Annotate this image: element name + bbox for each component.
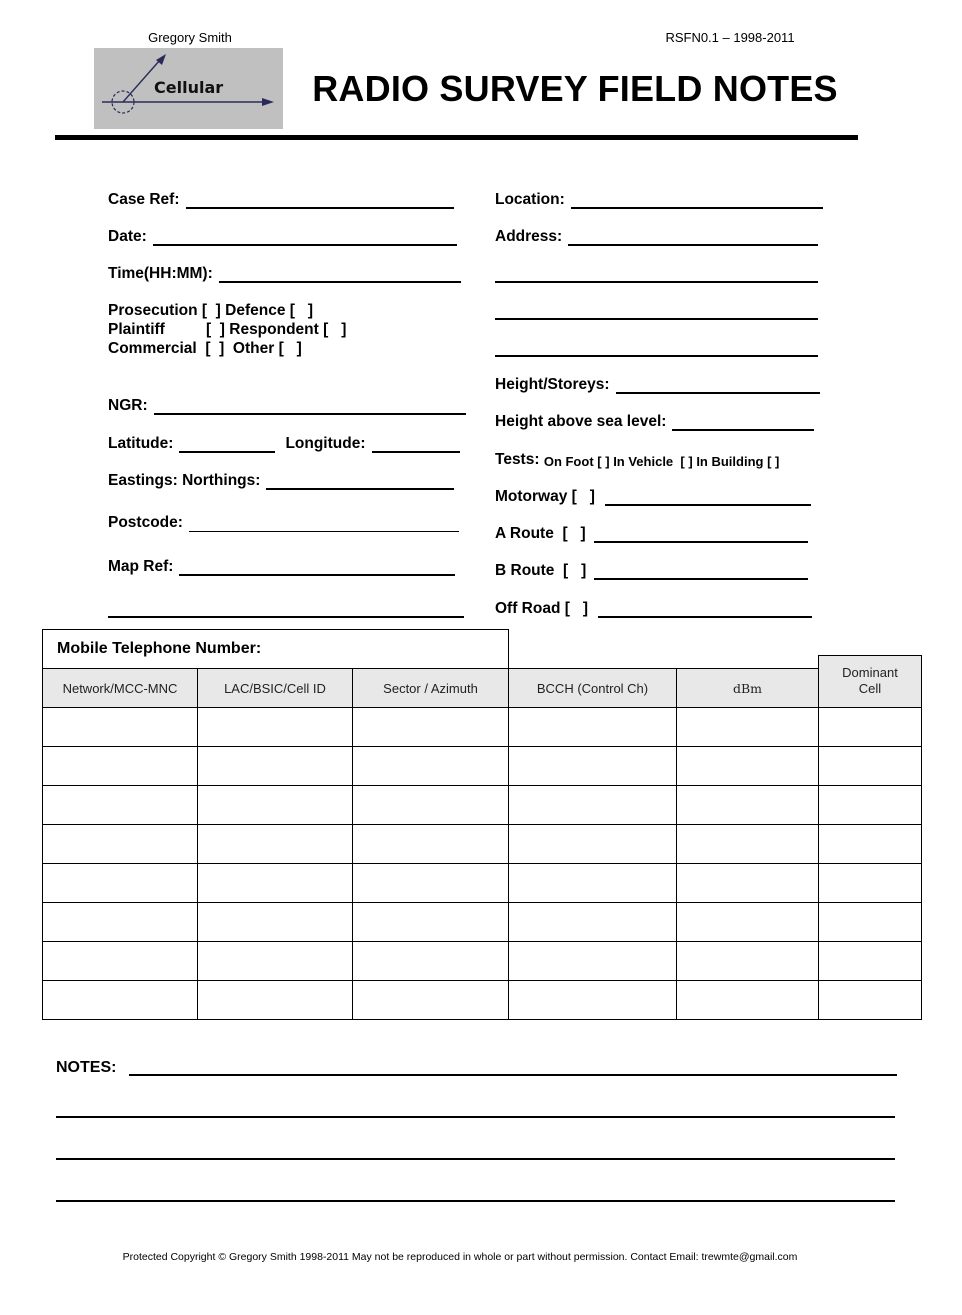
- logo-text: Cellular: [154, 78, 224, 97]
- table-row: [43, 981, 922, 1020]
- map-ref-extra-line[interactable]: [108, 604, 464, 618]
- cellular-logo: [94, 48, 283, 129]
- postcode-input-line[interactable]: [189, 518, 459, 532]
- document-reference: RSFN0.1 – 1998-2011: [665, 30, 795, 45]
- in-building-label: In Building: [696, 454, 764, 469]
- location-input-line[interactable]: [571, 195, 823, 209]
- eastings-northings-input-line[interactable]: [266, 476, 454, 490]
- date-label: Date:: [108, 228, 147, 245]
- height-sea-input-line[interactable]: [672, 417, 814, 431]
- address-input-line-3[interactable]: [495, 306, 818, 320]
- ngr-field[interactable]: [108, 395, 466, 415]
- other-label: Other: [232, 340, 275, 357]
- map-ref-field[interactable]: [108, 556, 455, 576]
- column-header-lac: LAC/BSIC/Cell ID: [198, 669, 353, 708]
- on-foot-checkbox[interactable]: [ ]: [597, 454, 610, 469]
- tests-field: [495, 449, 779, 469]
- column-header-network: Network/MCC-MNC: [43, 669, 198, 708]
- column-header-bcch: BCCH (Control Ch): [509, 669, 677, 708]
- notes-input-line-1[interactable]: [129, 1074, 897, 1076]
- defence-checkbox[interactable]: [ ]: [289, 302, 314, 319]
- copyright-footer: Protected Copyright © Gregory Smith 1998-2011 May not be reproduced in whole or part without permission. Contact Email: trewmte@gmail.com: [122, 1251, 798, 1263]
- page-title: RADIO SURVEY FIELD NOTES: [312, 68, 838, 109]
- height-sea-label: Height above sea level:: [495, 413, 667, 430]
- notes-input-line-3[interactable]: [56, 1158, 895, 1160]
- a-route-label: A Route: [495, 525, 554, 542]
- in-vehicle-label: In Vehicle: [613, 454, 674, 469]
- address-line-4[interactable]: [489, 337, 818, 357]
- table-row: [43, 864, 922, 903]
- other-checkbox[interactable]: [ ]: [278, 340, 302, 357]
- height-storeys-label: Height/Storeys:: [495, 376, 610, 393]
- location-field[interactable]: [495, 189, 823, 209]
- map-ref-extra-field[interactable]: [102, 598, 464, 618]
- latitude-input-line[interactable]: [179, 439, 275, 453]
- dominant-label-line1: Dominant: [842, 665, 898, 681]
- author-name: Gregory Smith: [148, 30, 232, 45]
- respondent-checkbox[interactable]: [ ]: [323, 321, 347, 338]
- address-line-2[interactable]: [489, 263, 818, 283]
- header-divider: [55, 135, 858, 140]
- address-line-3[interactable]: [489, 300, 818, 320]
- prosecution-label: Prosecution: [108, 302, 198, 319]
- table-row: [43, 825, 922, 864]
- table-row: [43, 708, 922, 747]
- off-road-input-line[interactable]: [598, 604, 812, 618]
- commercial-checkbox[interactable]: [ ]: [205, 340, 225, 357]
- map-ref-label: Map Ref:: [108, 558, 174, 575]
- plaintiff-label: Plaintiff: [108, 321, 165, 338]
- b-route-field[interactable]: [495, 560, 808, 580]
- case-ref-input-line[interactable]: [186, 195, 454, 209]
- mobile-number-field[interactable]: Mobile Telephone Number:: [43, 630, 509, 669]
- notes-label: NOTES:: [56, 1059, 117, 1076]
- b-route-checkbox[interactable]: [ ]: [563, 562, 587, 579]
- motorway-input-line[interactable]: [605, 492, 811, 506]
- case-ref-label: Case Ref:: [108, 191, 180, 208]
- ngr-label: NGR:: [108, 397, 148, 414]
- tests-label: Tests:: [495, 451, 540, 468]
- motorway-checkbox[interactable]: [ ]: [571, 488, 595, 505]
- address-input-line-1[interactable]: [568, 232, 818, 246]
- commercial-label: Commercial: [108, 340, 197, 357]
- motorway-field[interactable]: [495, 486, 811, 506]
- address-field[interactable]: [495, 226, 818, 246]
- case-ref-field[interactable]: [108, 189, 454, 209]
- dominant-label-line2: Cell: [858, 681, 882, 697]
- b-route-input-line[interactable]: [594, 566, 808, 580]
- ngr-input-line[interactable]: [154, 401, 466, 415]
- column-header-dbm: dBm: [677, 669, 819, 708]
- a-route-field[interactable]: [495, 523, 808, 543]
- address-label: Address:: [495, 228, 563, 245]
- time-input-line[interactable]: [219, 269, 461, 283]
- notes-input-line-4[interactable]: [56, 1200, 895, 1202]
- notes-input-line-2[interactable]: [56, 1116, 895, 1118]
- height-storeys-field[interactable]: [495, 374, 820, 394]
- height-storeys-input-line[interactable]: [616, 380, 820, 394]
- respondent-label: Respondent: [229, 321, 319, 338]
- table-row: [43, 942, 922, 981]
- a-route-input-line[interactable]: [594, 529, 808, 543]
- column-header-dominant-cell: [819, 665, 922, 708]
- off-road-field[interactable]: [495, 598, 812, 618]
- table-row: [43, 903, 922, 942]
- eastings-northings-field[interactable]: [108, 470, 454, 490]
- cell-survey-table: [42, 629, 922, 1020]
- in-building-checkbox[interactable]: [ ]: [767, 454, 780, 469]
- date-field[interactable]: [108, 226, 457, 246]
- a-route-checkbox[interactable]: [ ]: [562, 525, 586, 542]
- column-header-sector: Sector / Azimuth: [353, 669, 509, 708]
- height-sea-field[interactable]: [495, 411, 814, 431]
- postcode-label: Postcode:: [108, 514, 183, 531]
- party-options: [108, 301, 346, 358]
- time-field[interactable]: [108, 263, 461, 283]
- address-input-line-4[interactable]: [495, 343, 818, 357]
- date-input-line[interactable]: [153, 232, 457, 246]
- longitude-label: Longitude:: [285, 435, 366, 452]
- on-foot-label: On Foot: [543, 454, 594, 469]
- time-label: Time(HH:MM):: [108, 265, 213, 282]
- defence-label: Defence: [225, 302, 286, 319]
- address-input-line-2[interactable]: [495, 269, 818, 283]
- postcode-field[interactable]: [108, 512, 459, 532]
- off-road-label: Off Road: [495, 600, 561, 617]
- longitude-input-line[interactable]: [372, 439, 460, 453]
- location-label: Location:: [495, 191, 565, 208]
- b-route-label: B Route: [495, 562, 555, 579]
- off-road-checkbox[interactable]: [ ]: [564, 600, 588, 617]
- in-vehicle-checkbox[interactable]: [ ]: [680, 454, 693, 469]
- lat-long-field[interactable]: [108, 433, 460, 453]
- latitude-label: Latitude:: [108, 435, 174, 452]
- eastings-northings-label: Eastings: Northings:: [108, 472, 261, 489]
- table-row: [43, 747, 922, 786]
- map-ref-input-line[interactable]: [179, 562, 455, 576]
- motorway-label: Motorway: [495, 488, 568, 505]
- prosecution-checkbox[interactable]: [ ]: [201, 302, 221, 319]
- table-row: [43, 786, 922, 825]
- plaintiff-checkbox[interactable]: [ ]: [206, 321, 225, 338]
